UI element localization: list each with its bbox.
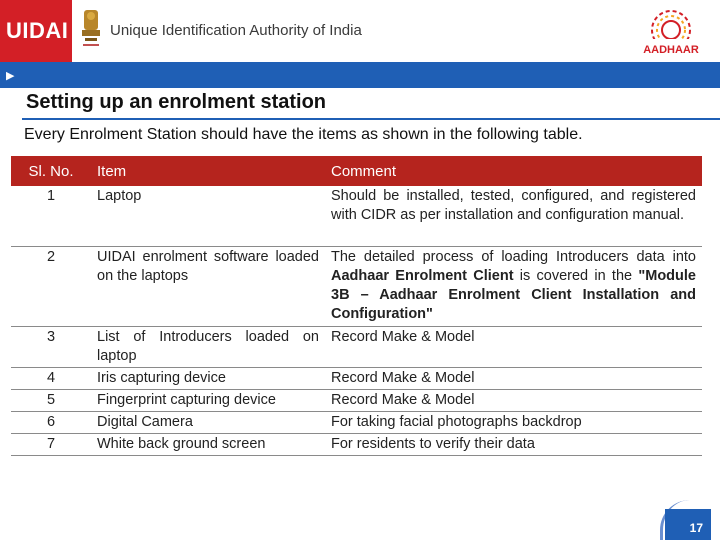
cell-sl: 2 bbox=[11, 247, 91, 327]
aadhaar-logo bbox=[632, 6, 710, 60]
cell-sl: 5 bbox=[11, 390, 91, 412]
cell-comment: For residents to verify their data bbox=[325, 434, 702, 456]
cell-item: List of Introducers loaded on laptop bbox=[91, 327, 325, 368]
comment-bold-client: Aadhaar Enrolment Client bbox=[331, 268, 514, 284]
uidai-logo-text: UIDAI bbox=[6, 18, 69, 43]
cell-item: Iris capturing device bbox=[91, 368, 325, 390]
comment-text-mid: is covered in the bbox=[513, 268, 639, 284]
slide-title: Setting up an enrolment station bbox=[26, 91, 327, 113]
cell-item: UIDAI enrolment software loaded on the laptops bbox=[91, 247, 325, 327]
cell-sl: 4 bbox=[11, 368, 91, 390]
cell-item: Digital Camera bbox=[91, 412, 325, 434]
enrolment-items-table bbox=[11, 156, 702, 456]
page-number-box bbox=[665, 509, 711, 540]
cell-comment: Record Make & Model bbox=[325, 327, 702, 368]
table-row bbox=[11, 434, 702, 456]
table-row bbox=[11, 186, 702, 247]
slide-marker-icon: ▶ bbox=[6, 70, 15, 82]
table-row bbox=[11, 412, 702, 434]
slide-subtitle: Every Enrolment Station should have the items as shown in the following table. bbox=[24, 126, 583, 143]
cell-sl: 3 bbox=[11, 327, 91, 368]
cell-sl: 1 bbox=[11, 186, 91, 247]
cell-comment: For taking facial photographs backdrop bbox=[325, 412, 702, 434]
header-sl-no: Sl. No. bbox=[11, 156, 91, 186]
table-row bbox=[11, 247, 702, 327]
cell-comment: Record Make & Model bbox=[325, 368, 702, 390]
organization-name: Unique Identification Authority of India bbox=[110, 22, 362, 39]
aadhaar-sun-icon bbox=[632, 6, 710, 46]
cell-sl: 7 bbox=[11, 434, 91, 456]
header-banner bbox=[0, 0, 720, 62]
national-emblem-icon bbox=[78, 6, 104, 54]
uidai-logo-box bbox=[0, 0, 72, 62]
cell-item: Fingerprint capturing device bbox=[91, 390, 325, 412]
table-header-row bbox=[11, 156, 702, 186]
cell-comment: Record Make & Model bbox=[325, 390, 702, 412]
table-row bbox=[11, 390, 702, 412]
header-item: Item bbox=[91, 156, 325, 186]
cell-comment bbox=[325, 247, 702, 327]
comment-text: The detailed process of loading Introducers data into bbox=[331, 249, 696, 265]
cell-sl: 6 bbox=[11, 412, 91, 434]
cell-item: Laptop bbox=[91, 186, 325, 247]
page-number: 17 bbox=[689, 521, 703, 535]
cell-item: White back ground screen bbox=[91, 434, 325, 456]
table-row bbox=[11, 327, 702, 368]
comment-bold-module: "Module 3B – Aadhaar Enrolment Client Installation and Configuration" bbox=[331, 268, 696, 322]
aadhaar-logo-text: AADHAAR bbox=[643, 44, 699, 56]
header-comment: Comment bbox=[325, 156, 702, 186]
title-bar bbox=[0, 62, 720, 88]
table-row bbox=[11, 368, 702, 390]
cell-comment: Should be installed, tested, configured, and registered with CIDR as per installation and configuration manual. bbox=[325, 186, 702, 247]
